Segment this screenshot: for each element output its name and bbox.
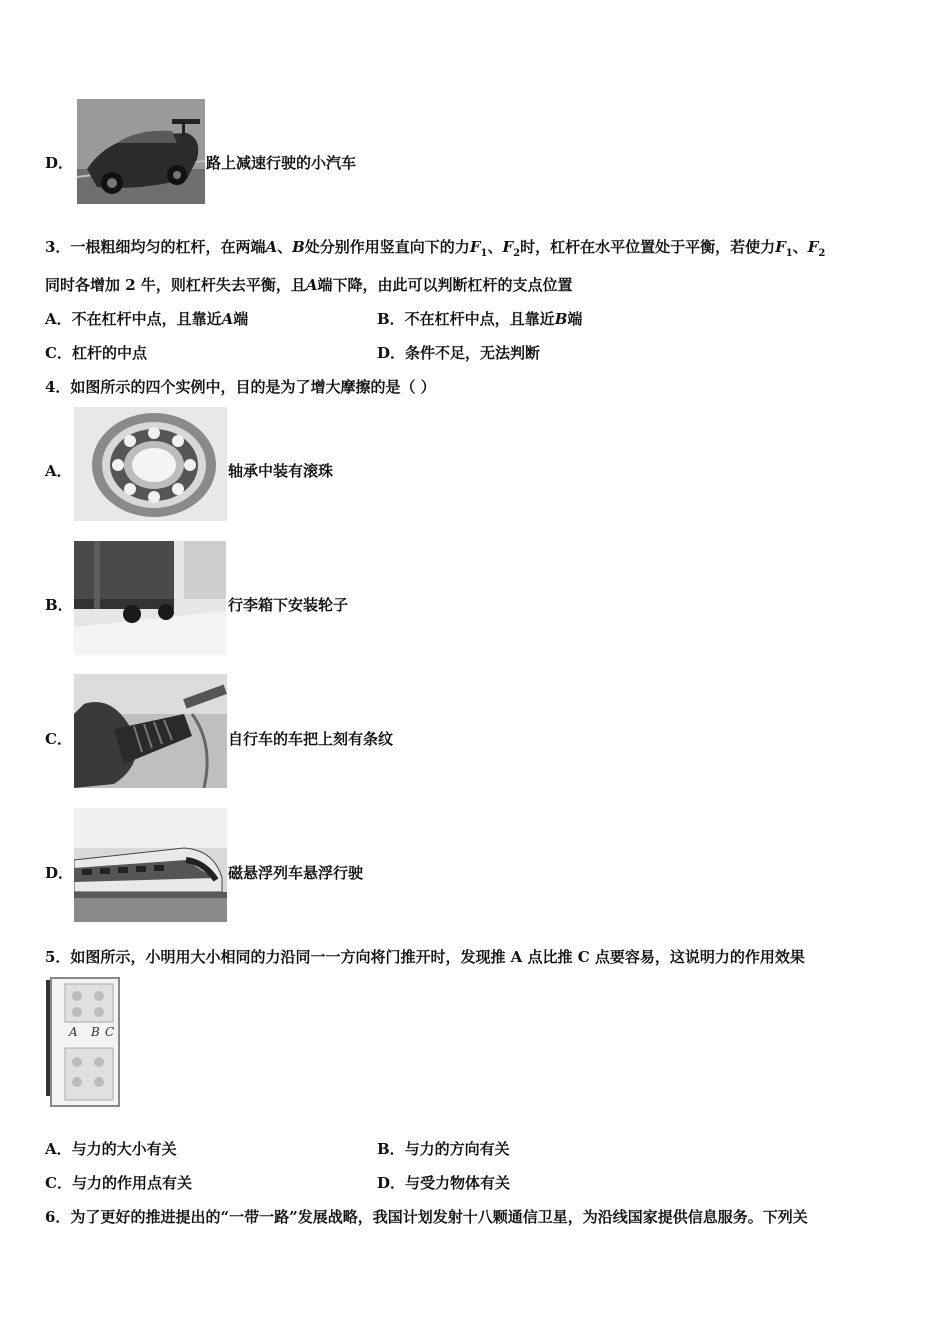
q5-stem: 5．如图所示，小明用大小相同的力沿同一一方向将门推开时，发现推 A 点比推 C 点要容易，这说明力的作用效果 — [45, 948, 805, 966]
q2-option-d-text: 路上减速行驶的小汽车 — [206, 154, 357, 172]
q4-option-a-label: A． — [45, 462, 72, 480]
q2-option-d-label: D． — [45, 154, 74, 172]
q4-option-a-text: 轴承中装有滚珠 — [228, 462, 334, 480]
q3-option-a: A．不在杠杆中点，且靠近A端 — [45, 310, 249, 328]
q4-option-b-label: B． — [45, 596, 73, 614]
ball-bearing-image — [74, 407, 227, 521]
q4-option-d-text: 磁悬浮列车悬浮行驶 — [228, 864, 364, 882]
maglev-train-image — [74, 808, 227, 922]
q5-option-b: B．与力的方向有关 — [377, 1140, 510, 1158]
luggage-wheels-image — [74, 541, 226, 655]
q4-option-b-text: 行李箱下安装轮子 — [228, 596, 349, 614]
q5-option-c: C．与力的作用点有关 — [45, 1174, 192, 1192]
q4-option-c-text: 自行车的车把上刻有条纹 — [228, 730, 394, 748]
door-diagram-image — [45, 976, 121, 1108]
door-point-a: A — [69, 1025, 78, 1039]
sports-car-image — [77, 99, 205, 204]
bicycle-grip-image — [74, 674, 227, 788]
q3-option-b: B．不在杠杆中点，且靠近B端 — [377, 310, 583, 328]
q4-option-c-label: C． — [45, 730, 72, 748]
door-point-b: B — [91, 1025, 100, 1039]
q4-option-d-label: D． — [45, 864, 74, 882]
q4-stem: 4．如图所示的四个实例中，目的是为了增大摩擦的是（ ） — [45, 378, 436, 396]
q3-stem-line2: 同时各增加 2 牛，则杠杆失去平衡，且A端下降，由此可以判断杠杆的支点位置 — [45, 276, 573, 294]
q6-stem: 6．为了更好的推进提出的“一带一路”发展战略，我国计划发射十八颗通信卫星，为沿线国家提供信息服务。下列关 — [45, 1208, 808, 1226]
q3-option-c: C．杠杆的中点 — [45, 344, 147, 362]
door-point-c: C — [105, 1025, 115, 1039]
q5-option-d: D．与受力物体有关 — [377, 1174, 511, 1192]
q3-stem-line1: 3．一根粗细均匀的杠杆，在两端A、B处分别作用竖直向下的力$F_1$、$F_2$时，杠杆在水平位置处于平衡，若使力$F_1$、$F_2$ — [45, 238, 826, 259]
q3-option-d: D．条件不足，无法判断 — [377, 344, 541, 362]
q5-option-a: A．与力的大小有关 — [45, 1140, 177, 1158]
